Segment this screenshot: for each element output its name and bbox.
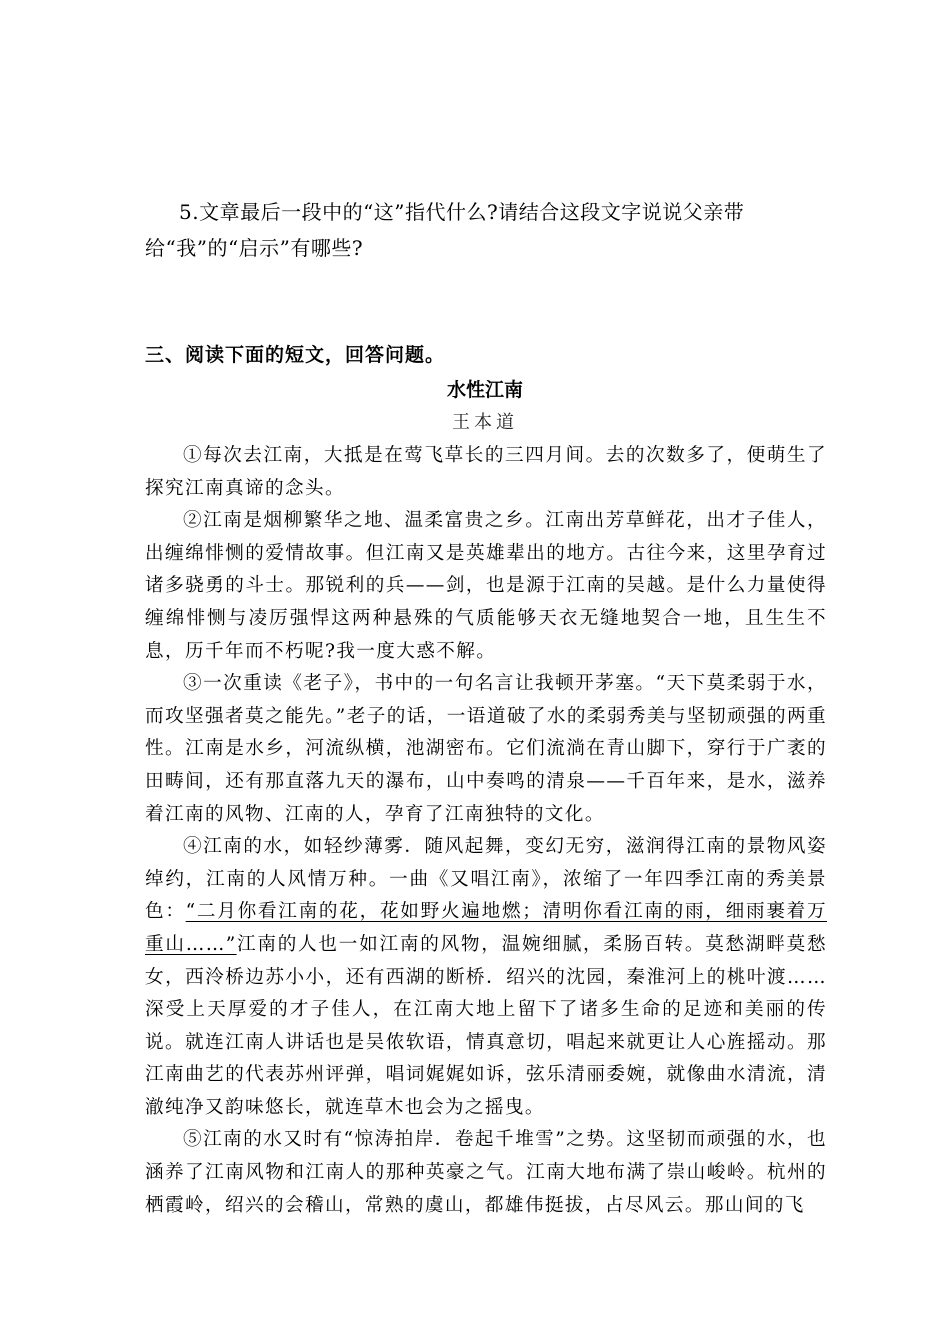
paragraph-4-rest: 江南的人也一如江南的风物，温婉细腻，柔肠百转。莫愁湖畔莫愁女，西泠桥边苏小小，还有西湖的断桥．绍兴的沈园，秦淮河上的桃叶渡……深受上天厚爱的才子佳人，在江南大地上留下了诸多生命的足迹和美丽的传说。就连江南人讲话也是吴侬软语，情真意切，唱起来就更让人心旌摇动。那江南曲艺的代表苏州评弹，唱词娓娓如诉，弦乐清丽委婉，就像曲水清流，清澈纯净又韵味悠长，就连草木也会为之摇曳。 — [145, 933, 827, 1118]
paragraph-2: ②江南是烟柳繁华之地、温柔富贵之乡。江南出芳草鲜花，出才子佳人，出缠绵悱恻的爱情故事。但江南又是英雄辈出的地方。古往今来，这里孕育过诸多骁勇的斗士。那锐利的兵——剑，也是源于江南的吴越。是什么力量使得缠绵悱恻与凌厉强悍这两种悬殊的气质能够天衣无缝地契合一地，且生生不息，历千年而不朽呢?我一度大惑不解。 — [145, 510, 827, 662]
article-body — [145, 440, 827, 1222]
question-5: 5.文章最后一段中的“这”指代什么?请结合这段文字说说父亲带给“我”的“启示”有哪些? — [145, 200, 745, 260]
paragraph-1: ①每次去江南，大抵是在莺飞草长的三四月间。去的次数多了，便萌生了探究江南真谛的念头。 — [145, 445, 827, 499]
paragraph-5: ⑤江南的水又时有“惊涛拍岸．卷起千堆雪”之势。这坚韧而顽强的水，也涵养了江南风物和江南人的那种英豪之气。江南大地布满了崇山峻岭。杭州的栖霞岭，绍兴的会稽山，常熟的虞山，都雄伟挺拔，占尽风云。那山间的飞 — [145, 1129, 827, 1216]
article-author: 王本道 — [452, 412, 518, 433]
article-title: 水性江南 — [446, 379, 523, 401]
underlined-lyric-quote: “二月你看江南的花，花如野火遍地燃；清明你看江南的雨，细雨裹着万重山……” — [145, 901, 827, 955]
paragraph-4-intro: ④江南的水，如轻纱薄雾．随风起舞，变幻无穷，滋润得江南的景物风姿绰约，江南的人风情万种。一曲《又唱江南》，浓缩了一年四季江南的秀美景色： — [145, 836, 827, 923]
paragraph-3: ③一次重读《老子》，书中的一句名言让我顿开茅塞。“天下莫柔弱于水，而攻坚强者莫之能先。”老子的话，一语道破了水的柔弱秀美与坚韧顽强的两重性。江南是水乡，河流纵横，池湖密布。它们流淌在青山脚下，穿行于广袤的田畴间，还有那直落九天的瀑布，山中奏鸣的清泉——千百年来，是水，滋养着江南的风物、江南的人，孕育了江南独特的文化。 — [145, 673, 827, 825]
paragraph-4 — [145, 831, 827, 1124]
section-heading: 三、阅读下面的短文，回答问题。 — [145, 344, 446, 366]
